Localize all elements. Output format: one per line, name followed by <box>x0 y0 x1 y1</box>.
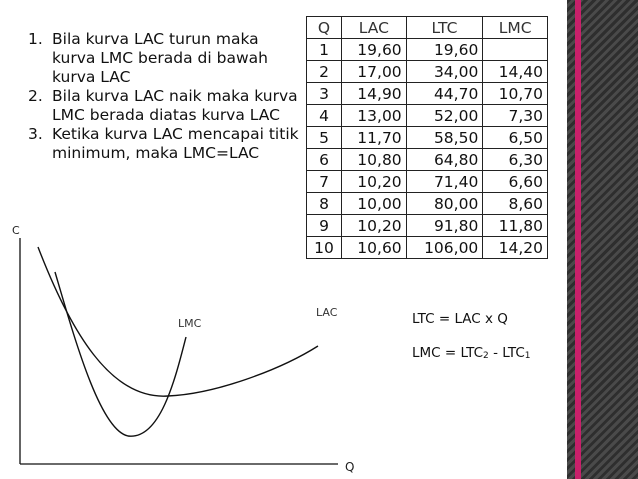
cell-q: 6 <box>307 149 342 171</box>
lmc-curve <box>55 272 186 436</box>
table-body <box>307 39 548 259</box>
cell-lmc: 8,60 <box>483 193 548 215</box>
header-lac: LAC <box>342 17 407 39</box>
cell-q: 1 <box>307 39 342 61</box>
cell-lac: 10,20 <box>342 171 407 193</box>
cell-q: 9 <box>307 215 342 237</box>
explanation-item-1 <box>22 30 300 87</box>
table-row <box>307 127 548 149</box>
cell-lmc: 6,50 <box>483 127 548 149</box>
cell-ltc: 44,70 <box>406 83 483 105</box>
cell-lmc: 6,60 <box>483 171 548 193</box>
cost-table <box>306 16 548 259</box>
cell-lac: 13,00 <box>342 105 407 127</box>
cell-lac: 10,20 <box>342 215 407 237</box>
table-row <box>307 149 548 171</box>
table-header-row <box>307 17 548 39</box>
cell-ltc: 34,00 <box>406 61 483 83</box>
cell-lac: 10,60 <box>342 237 407 259</box>
lac-curve-label: LAC <box>316 306 338 319</box>
ltc-formula: LTC = LAC x Q <box>412 311 508 327</box>
cell-ltc: 58,50 <box>406 127 483 149</box>
cell-lmc <box>483 39 548 61</box>
cell-ltc: 64,80 <box>406 149 483 171</box>
lac-curve <box>38 247 318 396</box>
table-row <box>307 61 548 83</box>
cell-ltc: 19,60 <box>406 39 483 61</box>
cell-lmc: 11,80 <box>483 215 548 237</box>
explanation-item-2 <box>22 87 300 125</box>
y-axis-label: C <box>12 224 20 237</box>
item-text: Ketika kurva LAC mencapai titik minimum, maka LMC=LAC <box>52 125 299 162</box>
lmc-formula-prefix: LMC = LTC <box>412 345 484 361</box>
table-row <box>307 83 548 105</box>
cell-lac: 10,80 <box>342 149 407 171</box>
table-row <box>307 105 548 127</box>
cell-lmc: 14,40 <box>483 61 548 83</box>
item-text: Bila kurva LAC naik maka kurva LMC berada diatas kurva LAC <box>52 87 298 124</box>
x-axis-label: Q <box>345 460 355 474</box>
cell-lac: 10,00 <box>342 193 407 215</box>
cell-q: 5 <box>307 127 342 149</box>
cell-q: 10 <box>307 237 342 259</box>
item-number: 1. <box>28 30 43 48</box>
table-row <box>307 237 548 259</box>
cell-q: 3 <box>307 83 342 105</box>
item-text: Bila kurva LAC turun maka kurva LMC berada di bawah kurva LAC <box>52 30 268 86</box>
table-row <box>307 215 548 237</box>
header-ltc: LTC <box>406 17 483 39</box>
cell-lmc: 7,30 <box>483 105 548 127</box>
item-number: 3. <box>28 125 43 143</box>
header-q: Q <box>307 17 342 39</box>
cell-q: 2 <box>307 61 342 83</box>
cell-ltc: 52,00 <box>406 105 483 127</box>
explanation-item-3 <box>22 125 300 163</box>
cell-ltc: 91,80 <box>406 215 483 237</box>
cell-lac: 19,60 <box>342 39 407 61</box>
lmc-curve-label: LMC <box>178 317 202 330</box>
cell-ltc: 80,00 <box>406 193 483 215</box>
cell-lac: 11,70 <box>342 127 407 149</box>
cell-lac: 17,00 <box>342 61 407 83</box>
cell-q: 8 <box>307 193 342 215</box>
lmc-formula <box>412 345 531 361</box>
lmc-formula-sub1: 1 <box>524 351 531 361</box>
cell-ltc: 106,00 <box>406 237 483 259</box>
cell-lmc: 14,20 <box>483 237 548 259</box>
cell-q: 7 <box>307 171 342 193</box>
cell-lmc: 10,70 <box>483 83 548 105</box>
explanation-list <box>22 30 300 163</box>
header-lmc: LMC <box>483 17 548 39</box>
cell-lmc: 6,30 <box>483 149 548 171</box>
table-row <box>307 193 548 215</box>
cell-lac: 14,90 <box>342 83 407 105</box>
decorative-sidebar-accent <box>575 0 581 479</box>
table-row <box>307 171 548 193</box>
lmc-formula-sub2: 2 <box>483 351 489 361</box>
lmc-formula-mid: - LTC <box>488 345 525 361</box>
item-number: 2. <box>28 87 43 105</box>
cell-ltc: 71,40 <box>406 171 483 193</box>
cell-q: 4 <box>307 105 342 127</box>
table-row <box>307 39 548 61</box>
